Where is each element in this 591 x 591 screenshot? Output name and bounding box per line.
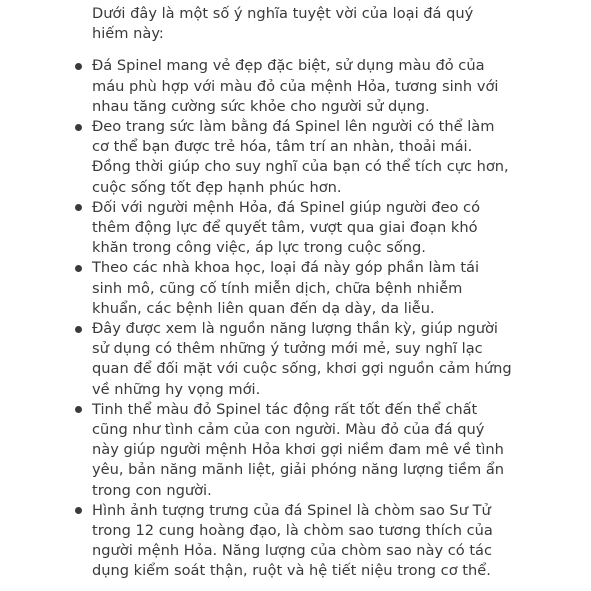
list-item-text: Theo các nhà khoa học, loại đá này góp phần làm tái sinh mô, cũng cố tính miễn dịch, chữa bệnh nhiễm khuẩn, các bệnh liên quan đến dạ dày, da liễu.	[92, 259, 480, 317]
list-item	[92, 400, 512, 501]
list-item	[92, 198, 512, 259]
bullet-icon	[75, 326, 82, 333]
list-item	[92, 56, 512, 117]
list-item-text: Đeo trang sức làm bằng đá Spinel lên người có thể làm cơ thể bạn được trẻ hóa, tâm trí an nhàn, thoải mái. Đồng thời giúp cho suy nghĩ của bạn có thể tích cực hơn, cuộc sống tốt đẹp hạnh phúc hơn.	[92, 118, 509, 196]
list-item-text: Đối với người mệnh Hỏa, đá Spinel giúp người đeo có thêm động lực để quyết tâm, vượt qua giai đoạn khó khăn trong công việc, áp lực trong cuộc sống.	[92, 198, 480, 257]
list-item-text: Đây được xem là nguồn năng lượng thần kỳ, giúp người sử dụng có thêm những ý tưởng mới mẻ, suy nghĩ lạc quan để đối mặt với cuộc sống, khơi gợi nguồn cảm hứng về những hy vọng mới.	[92, 320, 512, 398]
list-item	[92, 501, 512, 582]
bullet-icon	[75, 406, 82, 413]
bullet-icon	[75, 507, 82, 514]
bullet-icon	[75, 265, 82, 272]
list-item	[92, 117, 512, 198]
bullet-icon	[75, 63, 82, 70]
bullet-icon	[75, 204, 82, 211]
intro-paragraph: Dưới đây là một số ý nghĩa tuyệt vời của loại đá quý hiếm này:	[92, 5, 474, 43]
list-item-text: Hình ảnh tượng trưng của đá Spinel là chòm sao Sư Tử trong 12 cung hoàng đạo, là chòm sao tương thích của người mệnh Hỏa. Năng lượng của chòm sao này có tác dụng kiểm soát thận, ruột và hệ tiết niệu trong cơ thể.	[92, 501, 493, 580]
list-item-text: Đá Spinel mang vẻ đẹp đặc biệt, sử dụng màu đỏ của máu phù hợp với màu đỏ của mệnh Hỏa, tương sinh với nhau tăng cường sức khỏe cho người sử dụng.	[92, 57, 499, 115]
list-item	[92, 319, 512, 400]
document-body	[92, 4, 512, 582]
list-item	[92, 258, 512, 319]
bullet-icon	[75, 124, 82, 131]
list-item-text: Tinh thể màu đỏ Spinel tác động rất tốt đến thể chất cũng như tình cảm của con người. Màu đỏ của đá quý này giúp người mệnh Hỏa khơi gợi niềm đam mê về tình yêu, bản năng mãnh liệt, giải phóng năng lượng tiềm ẩn trong con người.	[92, 400, 505, 499]
bullet-list	[92, 56, 512, 581]
